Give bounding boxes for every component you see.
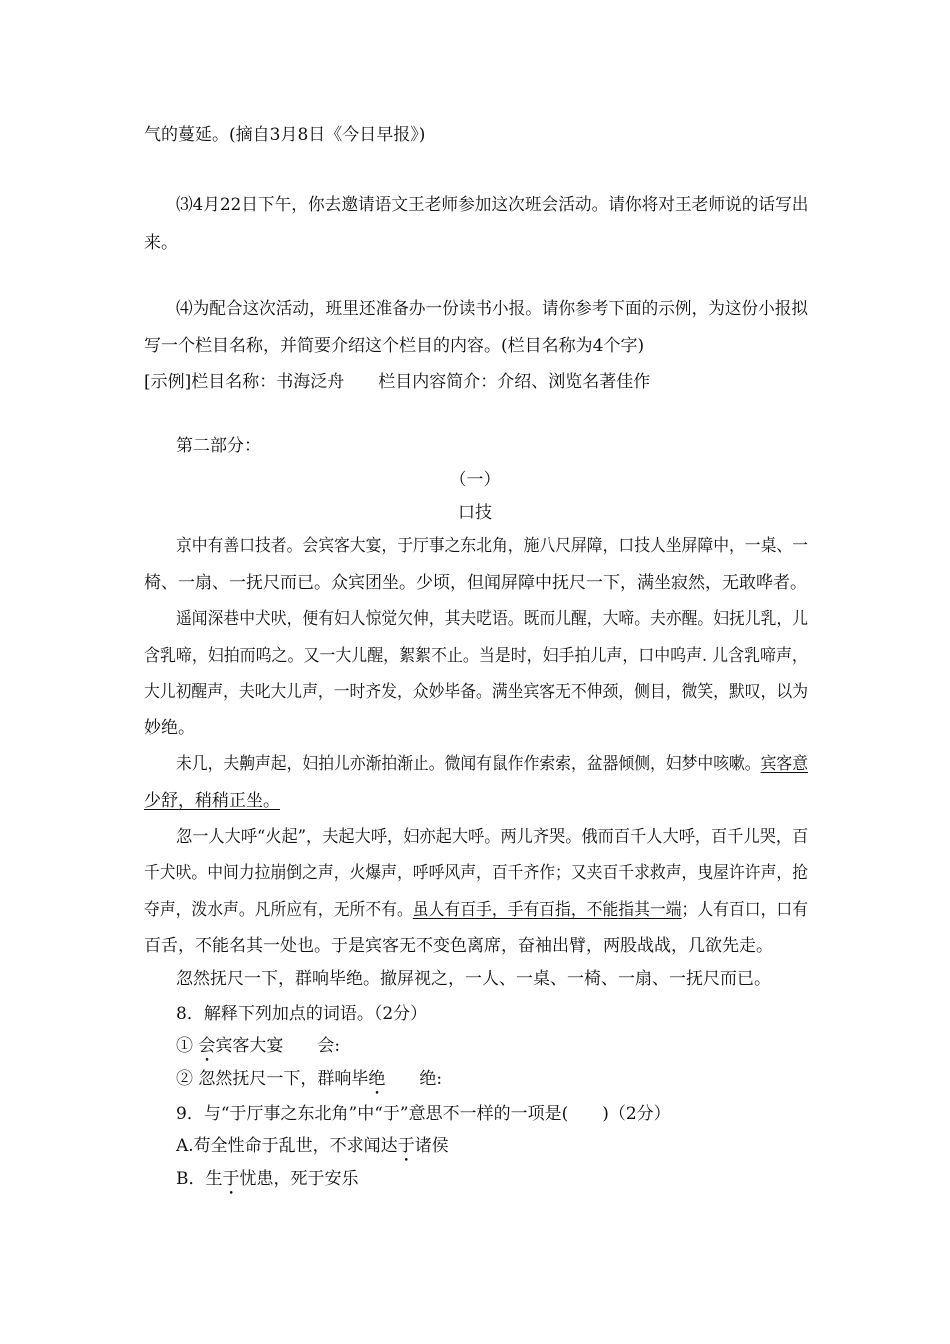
dotted-word: 于 (397, 1136, 415, 1156)
underlined-text: 少舒，稍稍正坐。 (144, 791, 280, 811)
part-number: （一） (449, 470, 501, 490)
passage-line: 遥闻深巷中犬吠，便有妇人惊觉欠伸，其夫呓语。既而儿醒，大啼。夫亦醒。妇抚儿乳，儿 (176, 609, 808, 629)
passage-line: 妙绝。 (144, 718, 195, 738)
item-text: ② 忽然抚尺一下，群响毕 (176, 1069, 369, 1089)
dotted-word: 会 (198, 1036, 216, 1056)
passage-line: 大儿初醒声，夫叱大儿声，一时齐发，众妙毕备。满坐宾客无不伸颈，侧目，微笑，默叹，以为 (144, 682, 809, 702)
question-9-option-b (176, 1168, 359, 1199)
option-text: 忧患，死于安乐 (239, 1169, 359, 1189)
underlined-text: 宾客意 (760, 754, 808, 774)
option-text: A.苟全性命于乱世，不求闻达 (176, 1136, 398, 1156)
dotted-word: 于 (222, 1169, 240, 1189)
question-9: 9．与“于厅事之东北角”中“于”意思不一样的一项是( )（2分） (176, 1104, 671, 1124)
example-line: [示例]栏目名称：书海泛舟 栏目内容简介：介绍、浏览名著佳作 (144, 372, 651, 392)
question-3-line: 来。 (144, 233, 178, 253)
question-8: 8．解释下列加点的词语。（2分） (176, 1004, 428, 1024)
passage-line (144, 790, 280, 812)
passage-line: 忽然抚尺一下，群响毕绝。撤屏视之，一人、一桌、一椅、一扇、一抚尺而已。 (176, 969, 771, 989)
passage-line (176, 753, 808, 775)
passage-text: 夺声，泼水声。凡所应有，无所不有。 (144, 900, 413, 920)
item-text: 宾客大宴 会: (215, 1036, 341, 1056)
section-heading: 第二部分： (176, 436, 261, 456)
text-line: 气的蔓延。(摘自3月8日《今日早报》) (144, 125, 426, 145)
passage-text: 未几，夫齁声起，妇拍儿亦渐拍渐止。微闻有鼠作作索索，盆器倾侧，妇梦中咳嗽。 (176, 754, 761, 774)
passage-text: ；人有百口，口有 (681, 900, 809, 920)
option-text: B．生 (176, 1169, 223, 1189)
passage-line: 含乳啼，妇拍而呜之。又一大儿醒，絮絮不止。当是时，妇手拍儿声，口中呜声. 儿含乳啼声， (144, 646, 808, 666)
passage-title: 口技 (458, 503, 492, 523)
question-4-line: ⑷为配合这次活动，班里还准备办一份读书小报。请你参考下面的示例，为这份小报拟 (176, 299, 808, 319)
passage-line (144, 899, 808, 921)
item-number: ① (176, 1036, 193, 1056)
question-8-item-2 (176, 1068, 442, 1099)
question-8-item-1 (176, 1035, 340, 1066)
passage-line: 忽一人大呼“火起”，夫起大呼，妇亦起大呼。两儿齐哭。俄而百千人大呼，百千儿哭，百 (176, 827, 809, 847)
passage-line: 京中有善口技者。会宾客大宴，于厅事之东北角，施八尺屏障，口技人坐屏障中，一桌、一 (176, 536, 808, 556)
question-9-option-a (176, 1135, 449, 1166)
question-3-line: ⑶4月22日下午，你去邀请语文王老师参加这次班会活动。请你将对王老师说的话写出 (176, 195, 809, 215)
passage-line: 千犬吠。中间力拉崩倒之声，火爆声，呼呼风声，百千齐作；又夹百千求救声，曳屋许许声，抢 (144, 863, 809, 883)
passage-line: 百舌，不能名其一处也。于是宾客无不变色离席，奋袖出臂，两股战战，几欲先走。 (144, 936, 773, 956)
item-text: 绝: (385, 1069, 443, 1089)
dotted-word: 绝 (368, 1069, 386, 1089)
question-4-line: 写一个栏目名称，并简要介绍这个栏目的内容。(栏目名称为4个字) (144, 336, 645, 356)
option-text: 诸侯 (414, 1136, 449, 1156)
underlined-text: 虽人有百手，手有百指，不能指其一端 (412, 900, 682, 920)
passage-line: 椅、一扇、一抚尺而已。众宾团坐。少顷，但闻屏障中抚尺一下，满坐寂然，无敢哗者。 (144, 573, 807, 593)
